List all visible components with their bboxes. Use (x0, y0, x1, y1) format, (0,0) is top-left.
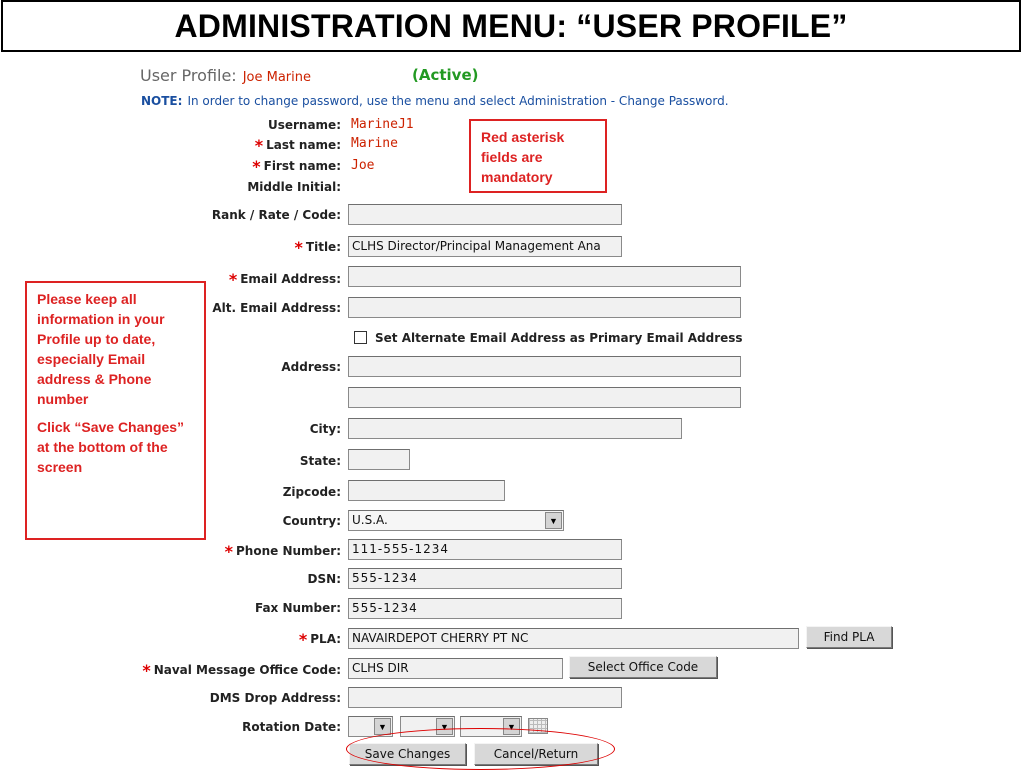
mandatory-asterisk: * (294, 238, 303, 257)
last-name-label: * Last name: (254, 136, 341, 155)
select-office-code-button[interactable]: Select Office Code (569, 656, 717, 678)
alt-primary-checkbox[interactable] (354, 331, 367, 344)
slide-title: ADMINISTRATION MENU: “USER PROFILE” (1, 0, 1021, 52)
cancel-return-button[interactable]: Cancel/Return (474, 743, 598, 765)
save-changes-button[interactable]: Save Changes (349, 743, 466, 765)
pla-input[interactable]: NAVAIRDEPOT CHERRY PT NC (348, 628, 799, 649)
zipcode-label: Zipcode: (282, 485, 341, 499)
update-profile-callout (25, 281, 206, 540)
mandatory-asterisk: * (228, 270, 238, 289)
last-name-value: Marine (351, 136, 398, 151)
status-badge: (Active) (412, 66, 479, 84)
dsn-input[interactable]: 555-1234 (348, 568, 622, 589)
dsn-label: DSN: (307, 572, 341, 586)
mandatory-asterisk: * (224, 542, 234, 561)
alt-primary-label: Set Alternate Email Address as Primary Email Address (375, 331, 743, 345)
title-label: * Title: (294, 238, 341, 257)
chevron-down-icon[interactable]: ▼ (503, 718, 520, 735)
first-name-label: * First name: (252, 157, 341, 176)
callout-text: Please keep all information in your Profile up to date, especially Email address & Phone number (37, 291, 165, 407)
callout-text: Click “Save Changes” at the bottom of the screen (37, 419, 185, 475)
fax-input[interactable]: 555-1234 (348, 598, 622, 619)
state-label: State: (299, 454, 341, 468)
username-value: MarineJ1 (351, 117, 414, 132)
user-profile-label: User Profile: (140, 66, 237, 85)
rank-label: Rank / Rate / Code: (211, 208, 341, 222)
address-label: Address: (281, 360, 341, 374)
phone-label: * Phone Number: (224, 542, 341, 561)
phone-input[interactable]: 111-555-1234 (348, 539, 622, 560)
dms-input[interactable] (348, 687, 622, 708)
email-input[interactable] (348, 266, 741, 287)
rank-input[interactable] (348, 204, 622, 225)
username-label: Username: (267, 118, 341, 132)
naval-office-label: * Naval Message Office Code: (142, 661, 341, 680)
calendar-icon[interactable] (528, 718, 548, 734)
state-input[interactable] (348, 449, 410, 470)
chevron-down-icon[interactable]: ▼ (545, 512, 562, 529)
rotation-date-label: Rotation Date: (242, 720, 341, 734)
chevron-down-icon[interactable]: ▼ (436, 718, 453, 735)
country-select[interactable]: U.S.A. (348, 510, 564, 531)
mandatory-asterisk: * (254, 136, 264, 155)
alt-email-label: Alt. Email Address: (212, 301, 341, 315)
address-line1-input[interactable] (348, 356, 741, 377)
user-profile-name: Joe Marine (242, 70, 311, 85)
fax-label: Fax Number: (254, 601, 341, 615)
first-name-value: Joe (351, 158, 375, 173)
mandatory-asterisk: * (252, 157, 261, 176)
password-note (141, 94, 729, 108)
city-label: City: (309, 422, 341, 436)
city-input[interactable] (348, 418, 682, 439)
mandatory-asterisk: * (298, 630, 308, 649)
note-label: NOTE: (141, 94, 183, 108)
note-text: In order to change password, use the menu and select Administration - Change Password. (187, 94, 729, 108)
find-pla-button[interactable]: Find PLA (806, 626, 892, 648)
title-input[interactable]: CLHS Director/Principal Management Ana (348, 236, 622, 257)
chevron-down-icon[interactable]: ▼ (374, 718, 391, 735)
user-profile-header (140, 66, 311, 85)
middle-initial-label: Middle Initial: (247, 180, 341, 194)
mandatory-asterisk: * (142, 661, 151, 680)
pla-label: * PLA: (298, 630, 341, 649)
address-line2-input[interactable] (348, 387, 741, 408)
naval-office-input[interactable]: CLHS DIR (348, 658, 563, 679)
country-label: Country: (282, 514, 341, 528)
email-label: * Email Address: (228, 270, 341, 289)
zipcode-input[interactable] (348, 480, 505, 501)
alt-email-input[interactable] (348, 297, 741, 318)
mandatory-callout: Red asterisk fields are mandatory (469, 119, 607, 193)
dms-label: DMS Drop Address: (209, 691, 341, 705)
